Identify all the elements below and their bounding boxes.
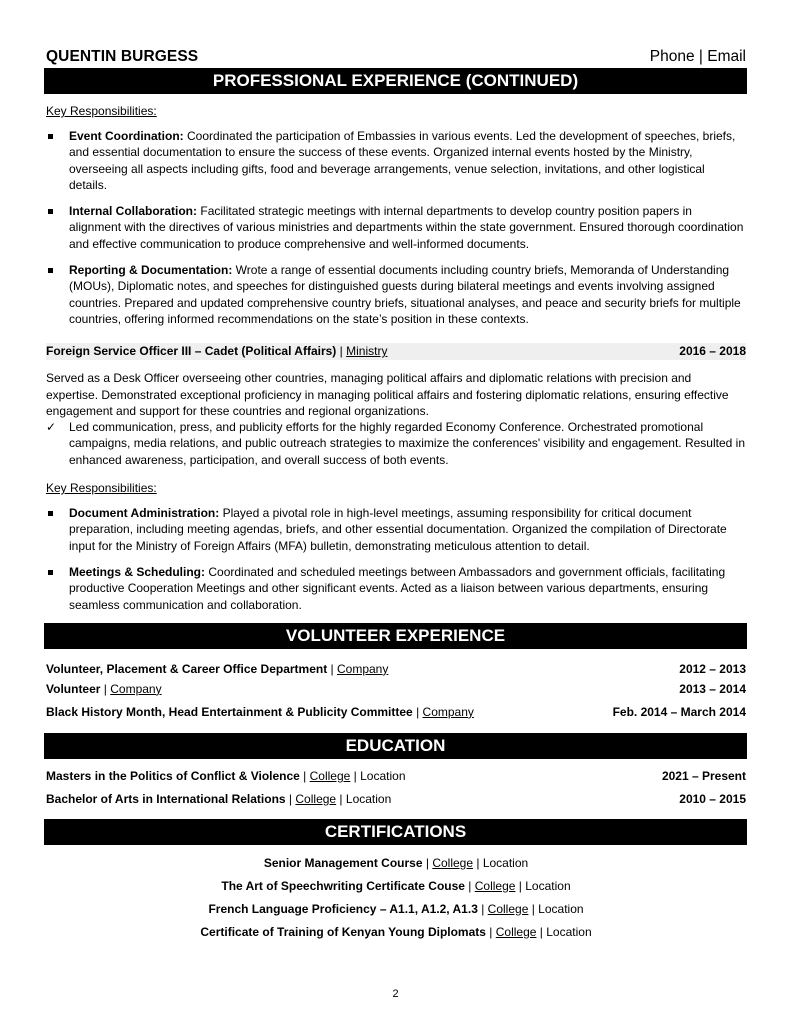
job-organization-link[interactable]: Ministry	[346, 344, 388, 359]
check-icon: ✓	[46, 420, 57, 435]
volunteer-org-link[interactable]: Company	[337, 661, 389, 676]
section-education: EDUCATION	[44, 733, 747, 759]
volunteer-dates: 2012 – 2013	[679, 661, 746, 676]
list-item	[46, 262, 746, 327]
school-location: Location	[546, 924, 592, 939]
item-title: Meetings & Scheduling:	[69, 564, 206, 579]
list-item	[46, 128, 746, 193]
volunteer-role: Volunteer, Placement & Career Office Department	[46, 661, 328, 676]
item-text: Wrote a range of essential documents including country briefs, Memoranda of Understanding (MOUs), Diplomatic notes, and speeches for distinguished guests during bilateral meetings and events involving assigned countries. Prepared and updated comprehensive country briefs, situational analyses, and peace and security briefs for multiple countries, offering informed recommendations on the state’s position in these contexts.	[69, 263, 741, 326]
volunteer-list	[46, 661, 746, 720]
job-dates: 2016 – 2018	[679, 344, 746, 359]
school-location: Location	[538, 901, 584, 916]
volunteer-row	[46, 704, 746, 720]
separator: |	[528, 901, 539, 916]
degree-name: Bachelor of Arts in International Relations	[46, 791, 286, 806]
resume-page	[46, 44, 746, 940]
list-item	[46, 505, 746, 554]
list-item	[46, 203, 746, 252]
separator: |	[285, 791, 296, 806]
contact-info: Phone | Email	[649, 48, 746, 65]
item-text: Coordinated the participation of Embassies in various events. Led the development of speeches, briefs, and essential documentation to ensure the success of these events. Organized internal events hosted by the Ministry, overseeing all aspects including gifts, food and beverage arrangements, venue selection, invitations, and other logistical details.	[69, 129, 736, 192]
volunteer-role: Black History Month, Head Entertainment & Publicity Committee	[46, 704, 413, 719]
education-dates: 2010 – 2015	[679, 791, 746, 806]
certification-item	[46, 924, 746, 940]
separator: |	[350, 768, 361, 783]
header-row	[46, 44, 746, 66]
volunteer-row	[46, 681, 746, 697]
certification-item	[46, 878, 746, 894]
candidate-name: QUENTIN BURGESS	[46, 48, 199, 65]
separator: |	[464, 878, 475, 893]
school-link[interactable]: College	[487, 901, 529, 916]
separator: |	[422, 855, 433, 870]
list-item	[46, 419, 746, 468]
volunteer-org-link[interactable]: Company	[422, 704, 474, 719]
volunteer-dates: 2013 – 2014	[679, 681, 746, 696]
volunteer-row	[46, 661, 746, 677]
achievement-text: Led communication, press, and publicity efforts for the highly regarded Economy Conference. Orchestrated promotional campaigns, media relations, and public outreach strategies to maximize the conferences' visibility and engagement. Resulted in enhanced awareness, participation, and overall success of both events.	[69, 420, 745, 467]
school-location: Location	[345, 791, 392, 806]
degree-name: Masters in the Politics of Conflict & Violence	[46, 768, 300, 783]
volunteer-dates: Feb. 2014 – March 2014	[612, 704, 746, 719]
achievements-list	[46, 419, 746, 468]
certification-name: Certificate of Training of Kenyan Young Diplomats	[200, 924, 486, 939]
section-certifications: CERTIFICATIONS	[44, 819, 747, 845]
education-dates: 2021 – Present	[661, 768, 746, 783]
job-summary: Served as a Desk Officer overseeing other countries, managing political affairs and diplomatic relations with precision and expertise. Demonstrated exceptional proficiency in managing political affairs and fostering diplomatic relations, ensuring effective engagement and support for these countries and regional organizations.	[46, 371, 729, 418]
item-text: Facilitated strategic meetings with internal departments to develop country position papers in alignment with the directives of various ministries and departments within the state government. Ensured thorough coordination and effective communication to produce comprehensive and well-informed documents.	[69, 204, 744, 251]
education-row	[46, 768, 746, 784]
school-location: Location	[482, 855, 529, 870]
item-text: Played a pivotal role in high-level meetings, assuming responsibility for critical document preparation, including meeting agendas, briefs, and other essential documentation. Organized the compilation of Directorate input for the Ministry of Foreign Affairs (MFA) bulletin, demonstrating meticulous attention to detail.	[69, 506, 727, 553]
separator: |	[412, 704, 423, 719]
school-link[interactable]: College	[309, 768, 351, 783]
list-item	[46, 564, 746, 613]
item-text: Coordinated and scheduled meetings between Ambassadors and government officials, facilitating productive Cooperation Meetings and other significant events. Acted as a liaison between various departments, ensuring seamless communication and collaboration.	[69, 564, 726, 612]
school-link[interactable]: College	[295, 791, 337, 806]
separator: |	[515, 878, 526, 893]
certifications-list	[46, 855, 746, 940]
school-link[interactable]: College	[495, 924, 537, 939]
separator: |	[336, 791, 346, 806]
separator: |	[536, 924, 547, 939]
school-location: Location	[360, 768, 406, 783]
separator: |	[100, 681, 111, 696]
item-title: Reporting & Documentation:	[69, 263, 233, 278]
school-link[interactable]: College	[474, 878, 516, 893]
item-title: Document Administration:	[69, 506, 220, 521]
section-professional-experience: PROFESSIONAL EXPERIENCE (CONTINUED)	[44, 68, 747, 94]
job-title: Foreign Service Officer III – Cadet (Political Affairs)	[46, 344, 337, 359]
separator: |	[477, 901, 488, 916]
school-location: Location	[525, 878, 571, 893]
certification-item	[46, 901, 746, 917]
certification-name: The Art of Speechwriting Certificate Couse	[221, 878, 465, 893]
school-link[interactable]: College	[432, 855, 474, 870]
item-title: Internal Collaboration:	[69, 204, 198, 219]
separator: |	[485, 924, 496, 939]
certification-item	[46, 855, 746, 871]
volunteer-org-link[interactable]: Company	[110, 681, 162, 696]
education-list	[46, 768, 746, 807]
certification-name: French Language Proficiency – A1.1, A1.2, A1.3	[208, 901, 478, 916]
job-title-row	[46, 343, 746, 360]
key-responsibilities-label: Key Responsibilities:	[46, 481, 157, 496]
separator: |	[299, 768, 310, 783]
certification-name: Senior Management Course	[263, 855, 423, 870]
key-responsibilities-label: Key Responsibilities:	[46, 104, 157, 118]
responsibilities-list	[46, 505, 746, 613]
separator: |	[327, 661, 337, 676]
education-row	[46, 791, 746, 807]
page-number: 2	[392, 988, 399, 1000]
section-volunteer-experience: VOLUNTEER EXPERIENCE	[44, 623, 747, 649]
separator: |	[473, 855, 483, 870]
responsibilities-list	[46, 128, 746, 327]
item-title: Event Coordination:	[69, 129, 184, 143]
volunteer-role: Volunteer	[46, 681, 101, 696]
separator: |	[336, 344, 347, 359]
